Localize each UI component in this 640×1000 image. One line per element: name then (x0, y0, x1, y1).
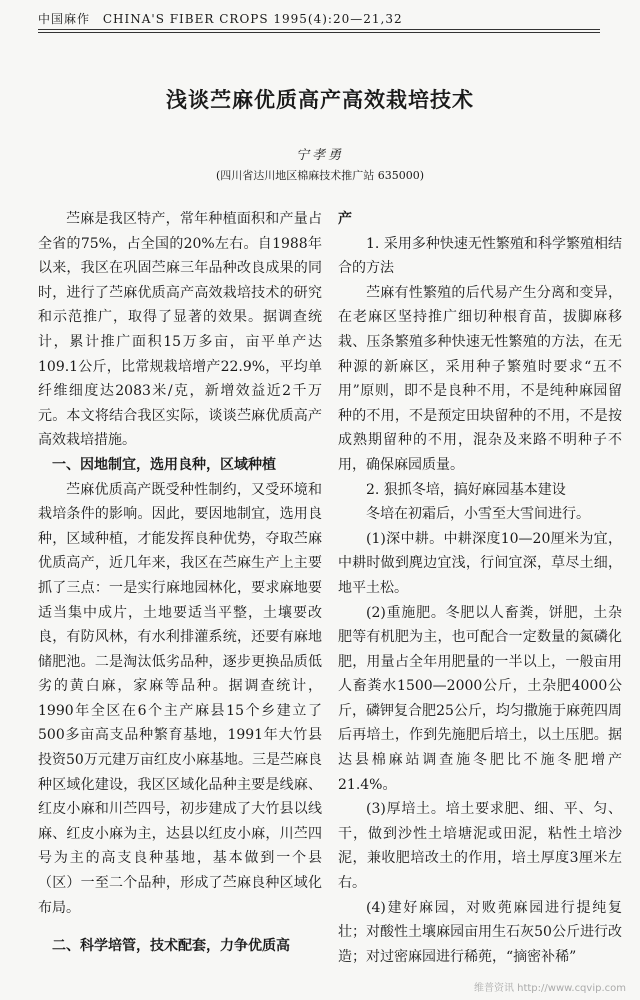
section-1-heading: 一、因地制宜，选用良种，区域种植 (52, 456, 276, 473)
item-fertilization: (2)重施肥。冬肥以人畜粪，饼肥，土杂肥等有机肥为主，也可配合一定数量的氮磷化肥，用量占全年用肥量的一半以上，一般亩用人畜粪水1500—2000公斤，土杂肥4000公斤，磷钾复合肥25公斤，均匀撒施于麻蔸四周后再培土，作到先施肥后培土，以土压肥。据达县棉麻站调查施冬肥比不施冬肥增产21.4%。 (338, 604, 622, 793)
item-earthing-up: (3)厚培土。培土要求肥、细、平、匀、干，做到沙性土培塘泥或田泥，粘性土培沙泥，兼收肥培改土的作用，培土厚度3厘米左右。 (338, 801, 622, 892)
journal-name-cn: 中国麻作 (38, 12, 91, 26)
section-1-paragraph: 苎麻优质高产既受种性制约，又受环境和栽培条件的影响。因此，要因地制宜，选用良种，区域种植，才能发挥良种优势，夺取苎麻优质高产，近几年来，我区在苎麻生产上主要抓了三点：一是实行麻地园林化，要求麻地要适当集中成片，土地要适当平整，土壤要改良，有防风林，有水利排灌系统，还要有麻地储肥池。二是淘汰低劣品种，逐步更换品质低劣的黄白麻，家麻等品种。据调查统计，1990年全区在6个主产麻县15个乡建立了500多亩高支品种繁育基地，1991年大竹县投资50万元建万亩红皮小麻基地。三是苎麻良种区域化建设，我区区域化品种主要是线麻、红皮小麻和川苎四号，初步建成了大竹县以线麻、红皮小麻为主，达县以红皮小麻，川苎四号为主的高支良种基地，基本做到一个县（区）一至二个品种，形成了苎麻良种区域化布局。 (38, 481, 322, 916)
subsection-1-paragraph: 苎麻有性繁殖的后代易产生分离和变异，在老麻区坚持推广细切种根育苗，拔脚麻移栽、压条繁殖多种快速无性繁殖的方法，在无种源的新麻区，采用种子繁殖时要求“五不用”原则，即不是良种不用，不是纯种麻园留种的不用，不是预定田块留种的不用，不是按成熟期留种的不用，混杂及来路不明种子不用，确保麻园质量。 (338, 284, 622, 473)
header-rule-bottom (38, 32, 600, 33)
author-name: 宁孝勇 (295, 148, 344, 163)
journal-header (38, 10, 600, 27)
header-rule-top (38, 29, 600, 30)
intro-paragraph: 苎麻是我区特产，常年种植面积和产量占全省的75%，占全国的20%左右。自1988年以来，我区在巩固苎麻三年品种改良成果的同时，进行了苎麻优质高产高效栽培技术的研究和示范推广，取得了显著的效果。据调查统计，累计推广面积15万多亩，亩平单产达109.1公斤，比常规栽培增产22.9%，平均单纤维细度达2083米/克，新增效益近2千万元。本文将结合我区实际，谈谈苎麻优质高产高效栽培措施。 (38, 211, 322, 449)
article-title: 浅谈苎麻优质高产高效栽培技术 (166, 88, 474, 112)
section-2-heading-start: 二、科学培管，技术配套，力争优质高 (52, 938, 290, 955)
left-column (38, 207, 322, 959)
subsection-2-heading: 2. 狠抓冬培，搞好麻园基本建设 (366, 481, 566, 498)
journal-citation: CHINA'S FIBER CROPS 1995(4):20—21,32 (102, 12, 403, 26)
item-deep-tillage: (1)深中耕。中耕深度10—20厘米为宜，中耕时做到麂边宜浅，行间宜深，草尽土细，地平土松。 (338, 530, 622, 596)
section-2-heading-end: 产 (338, 211, 352, 227)
subsection-1-heading: 1. 采用多种快速无性繁殖和科学繁殖相结合的方法 (338, 235, 622, 277)
source-watermark: 维普资讯 http://www.cqvip.com (473, 983, 626, 994)
item-field-construction: (4)建好麻园，对败蔸麻园进行提纯复壮；对酸性土壤麻园亩用生石灰50公斤进行改造；对过密麻园进行稀蔸，“摘密补稀” (338, 899, 622, 965)
subsection-2-paragraph: 冬培在初霜后，小雪至大雪间进行。 (366, 506, 590, 523)
right-column (338, 207, 622, 969)
author-affiliation: (四川省达川地区棉麻技术推广站 635000) (215, 169, 425, 182)
